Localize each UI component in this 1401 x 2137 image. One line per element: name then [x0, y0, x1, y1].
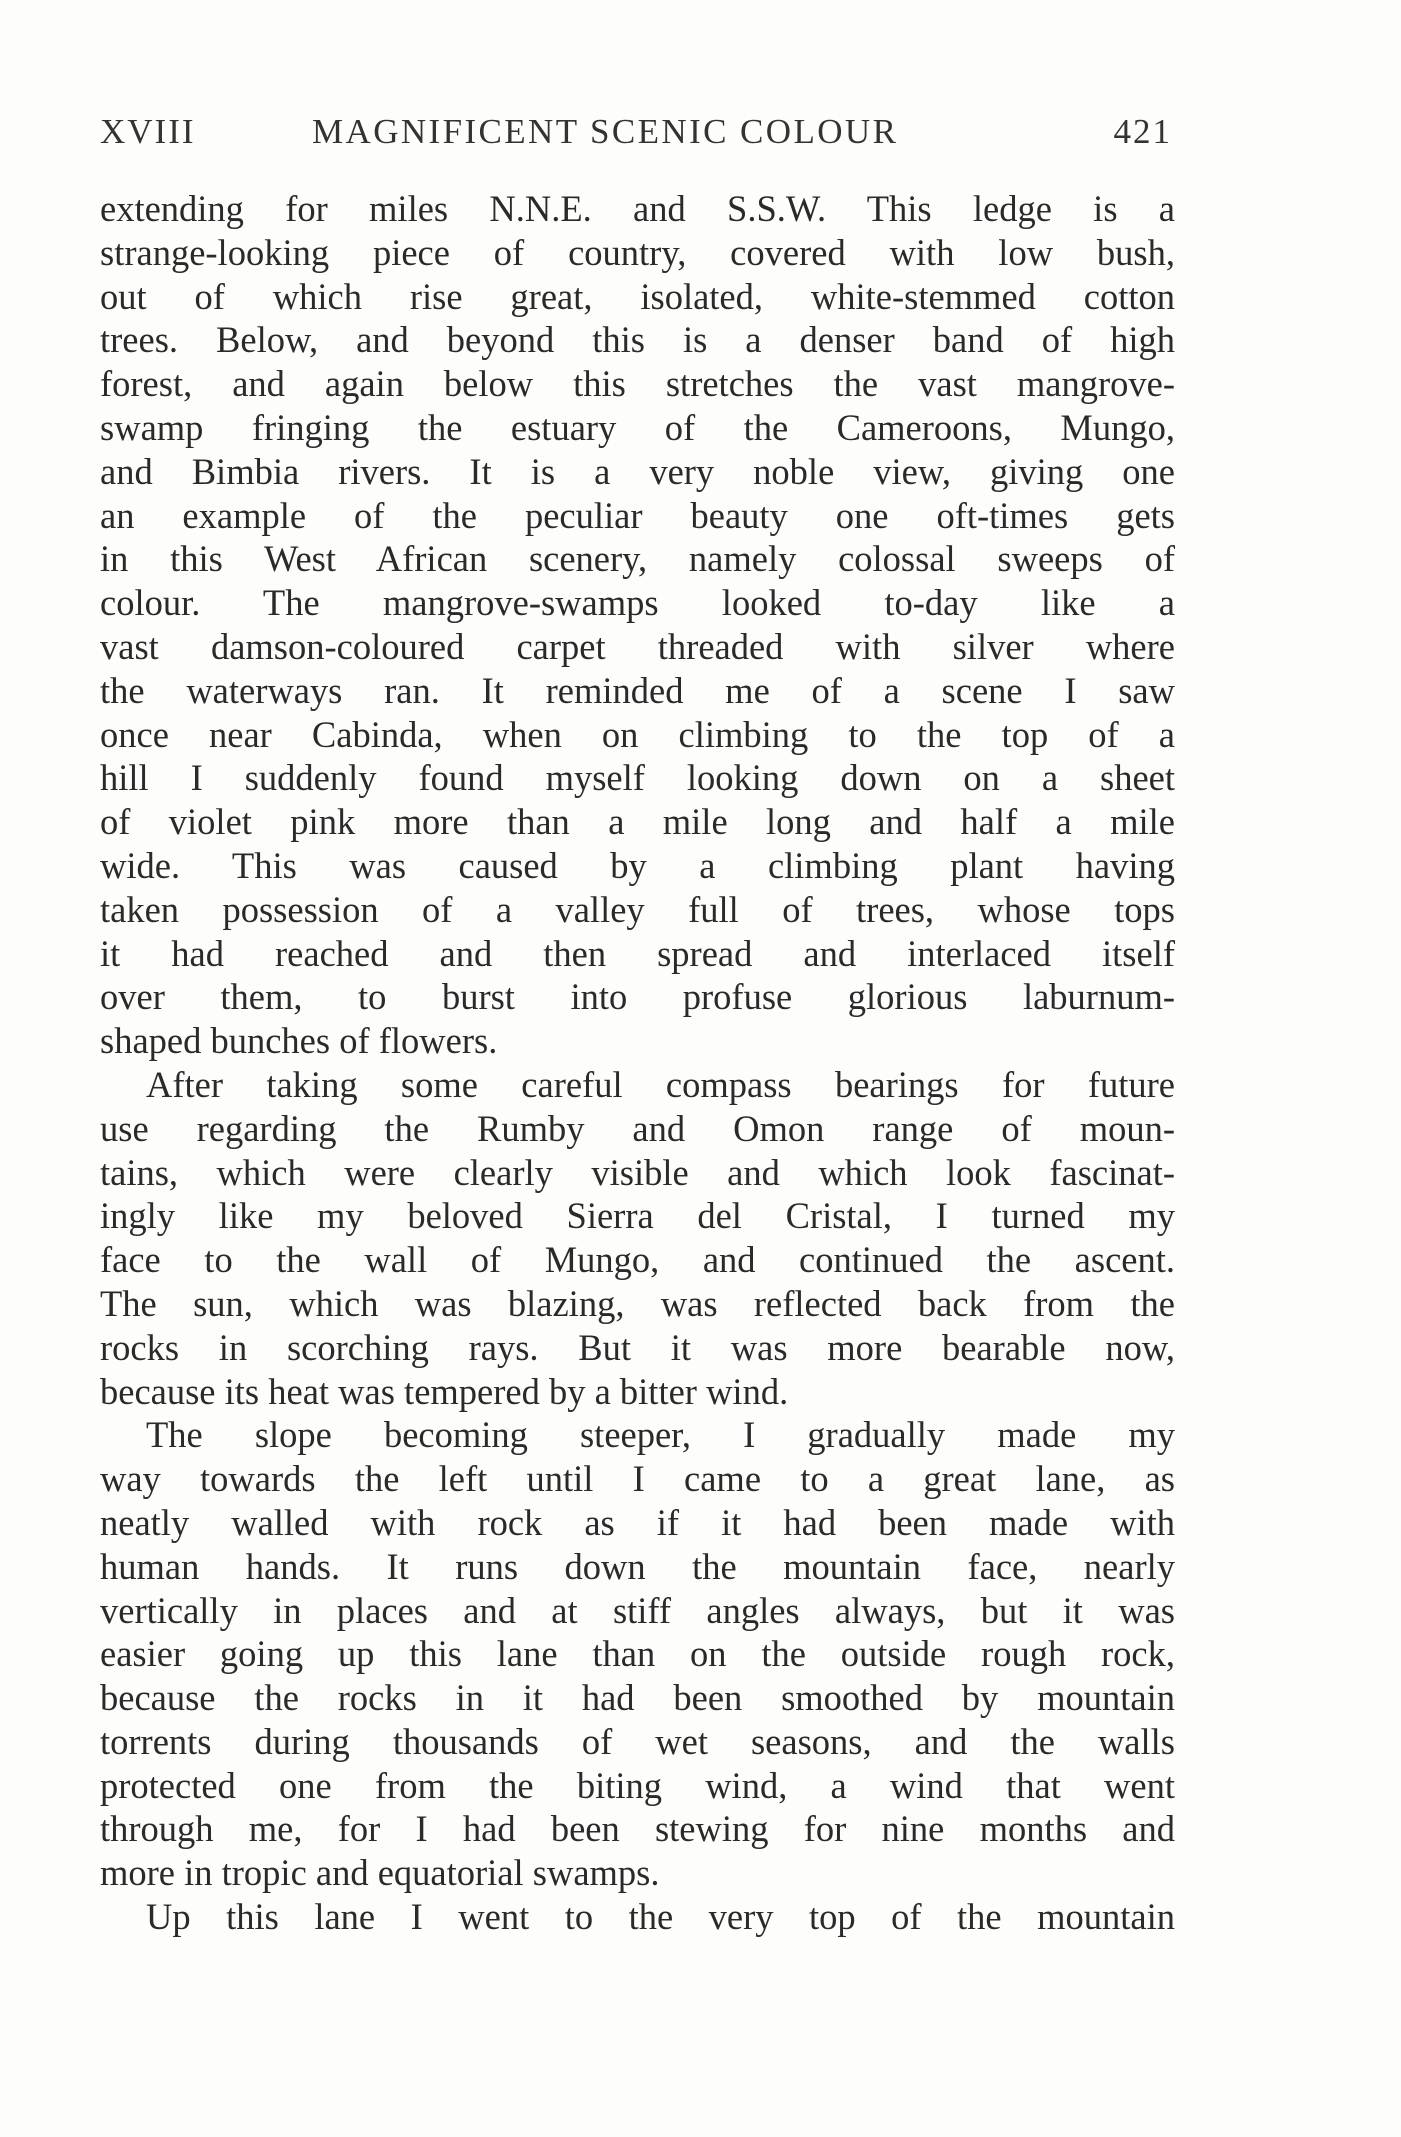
text-line: more in tropic and equatorial swamps.	[100, 1852, 660, 1894]
text-line: vertically in places and at stiff angles always, but it was	[100, 1589, 1175, 1631]
text-line: once near Cabinda, when on climbing to the top of a	[100, 713, 1175, 755]
text-line: hill I suddenly found myself looking down on a sheet	[100, 757, 1175, 799]
chapter-number: XVIII	[100, 112, 196, 151]
text-line: out of which rise great, isolated, white-stemmed cotton	[100, 275, 1175, 317]
text-line: the waterways ran. It reminded me of a scene I saw	[100, 669, 1175, 711]
text-line: The sun, which was blazing, was reflected back from the	[100, 1282, 1175, 1324]
page-number: 421	[1113, 112, 1172, 151]
text-line: and Bimbia rivers. It is a very noble view, giving one	[100, 450, 1175, 492]
text-line: protected one from the biting wind, a wind that went	[100, 1764, 1175, 1806]
text-line: because the rocks in it had been smoothed by mountain	[100, 1677, 1175, 1719]
running-title: MAGNIFICENT SCENIC COLOUR	[312, 112, 899, 151]
text-line: easier going up this lane than on the outside rough rock,	[100, 1633, 1175, 1675]
text-line: in this West African scenery, namely colossal sweeps of	[100, 538, 1175, 580]
text-line: through me, for I had been stewing for nine months and	[100, 1808, 1175, 1850]
text-line: After taking some careful compass bearings for future	[146, 1063, 1175, 1105]
text-line: face to the wall of Mungo, and continued the ascent.	[100, 1239, 1175, 1281]
text-line: torrents during thousands of wet seasons, and the walls	[100, 1720, 1175, 1762]
text-line: ingly like my beloved Sierra del Cristal, I turned my	[100, 1195, 1175, 1237]
text-line: human hands. It runs down the mountain face, nearly	[100, 1545, 1175, 1587]
text-line: taken possession of a valley full of trees, whose tops	[100, 888, 1175, 930]
text-line: extending for miles N.N.E. and S.S.W. This ledge is a	[100, 188, 1175, 229]
text-line: an example of the peculiar beauty one oft-times gets	[100, 494, 1175, 536]
text-line: shaped bunches of flowers.	[100, 1020, 498, 1062]
text-line: swamp fringing the estuary of the Cameroons, Mungo,	[100, 406, 1175, 448]
text-line: vast damson-coloured carpet threaded with silver where	[100, 625, 1175, 667]
text-line: Up this lane I went to the very top of the mountain	[146, 1896, 1175, 1938]
text-line: way towards the left until I came to a great lane, as	[100, 1458, 1175, 1500]
text-line: The slope becoming steeper, I gradually made my	[146, 1414, 1175, 1456]
text-line: wide. This was caused by a climbing plant having	[100, 844, 1175, 886]
text-line: colour. The mangrove-swamps looked to-day like a	[100, 582, 1175, 624]
text-line: tains, which were clearly visible and which look fascinat-	[100, 1151, 1175, 1193]
text-line: neatly walled with rock as if it had been made with	[100, 1501, 1175, 1543]
text-line: over them, to burst into profuse glorious laburnum-	[100, 976, 1175, 1018]
body-text	[100, 187, 1175, 1939]
text-line: forest, and again below this stretches the vast mangrove-	[100, 363, 1175, 405]
text-line: it had reached and then spread and interlaced itself	[100, 932, 1175, 974]
text-line: use regarding the Rumby and Omon range of moun-	[100, 1107, 1175, 1149]
running-header	[100, 112, 1172, 162]
text-line: trees. Below, and beyond this is a denser band of high	[100, 319, 1175, 361]
text-line: rocks in scorching rays. But it was more bearable now,	[100, 1326, 1175, 1368]
text-line: because its heat was tempered by a bitter wind.	[100, 1370, 789, 1412]
text-line: of violet pink more than a mile long and half a mile	[100, 801, 1175, 843]
text-line: strange-looking piece of country, covered with low bush,	[100, 231, 1175, 273]
